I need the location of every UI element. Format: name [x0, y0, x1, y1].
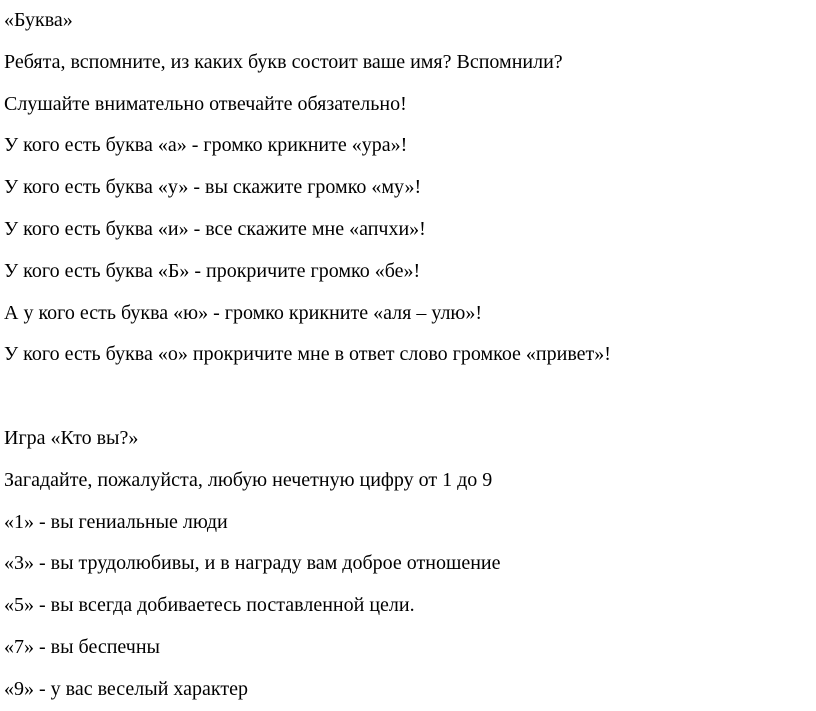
- paragraph-line: Слушайте внимательно отвечайте обязательно!: [4, 92, 407, 115]
- list-item: «3» - вы трудолюбивы, и в награду вам доброе отношение: [4, 552, 501, 575]
- section-title-kto-vy: Игра «Кто вы?»: [4, 426, 139, 449]
- paragraph-line: У кого есть буква «Б» - прокричите громко «бе»!: [4, 259, 421, 282]
- list-item: «1» - вы гениальные люди: [4, 510, 228, 533]
- blank-line: [4, 376, 812, 418]
- paragraph-line: А у кого есть буква «ю» - громко крикните «аля – улю»!: [4, 301, 483, 324]
- paragraph-line: Ребята, вспомните, из каких букв состоит ваше имя? Вспомнили?: [4, 50, 563, 73]
- document-page: [4, 0, 812, 711]
- list-item: «9» - у вас веселый характер: [4, 677, 248, 700]
- paragraph-line: У кого есть буква «у» - вы скажите громко «му»!: [4, 176, 422, 199]
- list-item: «5» - вы всегда добиваетесь поставленной цели.: [4, 594, 415, 617]
- paragraph-line: У кого есть буква «о» прокричите мне в ответ слово громкое «привет»!: [4, 343, 611, 366]
- list-item: «7» - вы беспечны: [4, 635, 160, 658]
- game-instruction: Загадайте, пожалуйста, любую нечетную цифру от 1 до 9: [4, 468, 493, 491]
- paragraph-line: У кого есть буква «а» - громко крикните «ура»!: [4, 134, 408, 157]
- paragraph-line: У кого есть буква «и» - все скажите мне «апчхи»!: [4, 217, 426, 240]
- section-title-bukva: «Буква»: [4, 9, 73, 31]
